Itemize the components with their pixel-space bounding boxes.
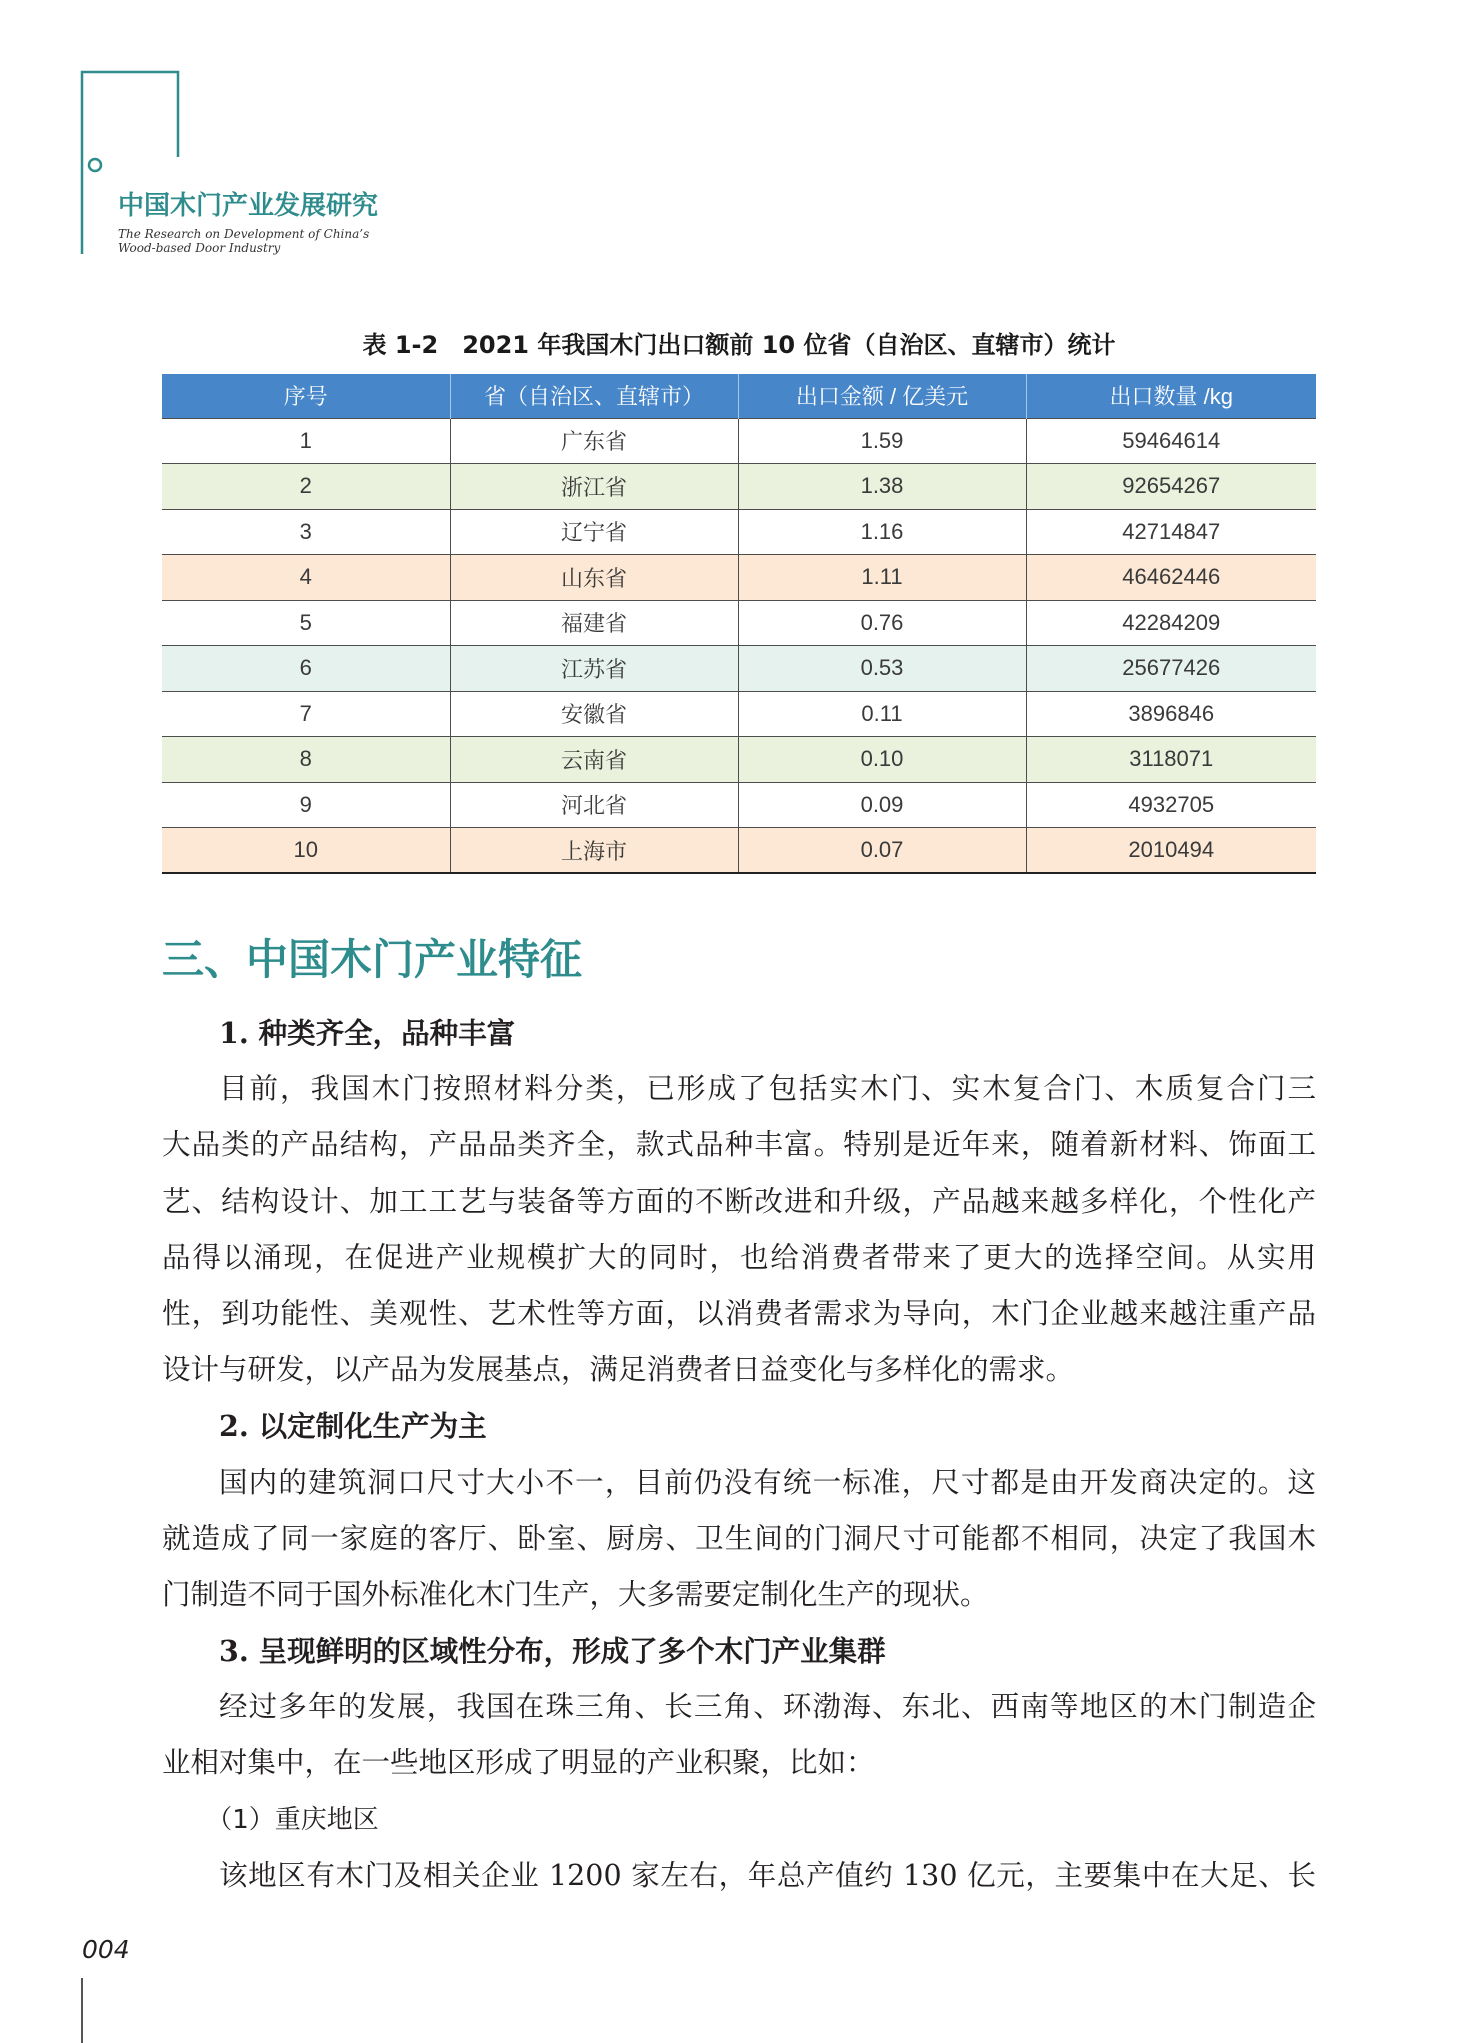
table-cell-province: 辽宁省 [450, 509, 738, 555]
table-cell-quantity: 59464614 [1026, 418, 1316, 464]
table-cell-no: 2 [162, 464, 450, 510]
table-cell-amount: 1.11 [738, 555, 1026, 601]
table-cell-amount: 1.38 [738, 464, 1026, 510]
table-cell-no: 4 [162, 555, 450, 601]
paragraph-line: 业相对集中，在一些地区形成了明显的产业积聚，比如： [162, 1746, 875, 1780]
table-row [162, 737, 1316, 783]
subsection-heading-1: 1. 种类齐全，品种丰富 [219, 1016, 516, 1050]
paragraph-line: 目前，我国木门按照材料分类，已形成了包括实木门、实木复合门、木质复合门三 [219, 1072, 1316, 1106]
table-row [162, 691, 1316, 737]
table-cell-no: 6 [162, 646, 450, 692]
export-table-body [162, 418, 1316, 873]
table-cell-province: 上海市 [450, 828, 738, 874]
table-cell-province: 福建省 [450, 600, 738, 646]
table-row [162, 418, 1316, 464]
table-row [162, 646, 1316, 692]
table-cell-quantity: 3118071 [1026, 737, 1316, 783]
table-cell-no: 7 [162, 691, 450, 737]
table-cell-no: 3 [162, 509, 450, 555]
table-cell-no: 5 [162, 600, 450, 646]
column-header-no: 序号 [162, 374, 450, 418]
paragraph-line: 艺、结构设计、加工工艺与装备等方面的不断改进和升级，产品越来越多样化，个性化产 [162, 1184, 1316, 1218]
running-header-subtitle-line2: Wood-based Door Industry [118, 241, 281, 255]
table-cell-amount: 1.59 [738, 418, 1026, 464]
region-heading-chongqing: （1）重庆地区 [206, 1804, 379, 1835]
body-text [162, 1005, 1316, 1904]
table-cell-amount: 1.16 [738, 509, 1026, 555]
table-caption: 表 1-2 2021 年我国木门出口额前 10 位省（自治区、直辖市）统计 [362, 331, 1116, 359]
table-cell-amount: 0.11 [738, 691, 1026, 737]
table-cell-amount: 0.10 [738, 737, 1026, 783]
paragraph-line: 设计与研发，以产品为发展基点，满足消费者日益变化与多样化的需求。 [162, 1353, 1075, 1387]
subsection-heading-2: 2. 以定制化生产为主 [219, 1409, 487, 1444]
paragraph-line: 经过多年的发展，我国在珠三角、长三角、环渤海、东北、西南等地区的木门制造企 [219, 1690, 1316, 1724]
running-header-title: 中国木门产业发展研究 [118, 191, 379, 221]
paragraph-line: 大品类的产品结构，产品品类齐全，款式品种丰富。特别是近年来，随着新材料、饰面工 [162, 1128, 1316, 1162]
table-cell-quantity: 4932705 [1026, 782, 1316, 828]
paragraph-line: 该地区有木门及相关企业 1200 家左右，年总产值约 130 亿元，主要集中在大足、长 [219, 1858, 1316, 1892]
table-cell-quantity: 46462446 [1026, 555, 1316, 601]
table-cell-province: 云南省 [450, 737, 738, 783]
table-cell-province: 江苏省 [450, 646, 738, 692]
table-row [162, 555, 1316, 601]
table-cell-province: 河北省 [450, 782, 738, 828]
table-cell-no: 1 [162, 418, 450, 464]
table-cell-province: 安徽省 [450, 691, 738, 737]
table-cell-province: 广东省 [450, 418, 738, 464]
table-row [162, 600, 1316, 646]
table-cell-amount: 0.76 [738, 600, 1026, 646]
table-cell-amount: 0.53 [738, 646, 1026, 692]
table-cell-quantity: 42714847 [1026, 509, 1316, 555]
table-cell-amount: 0.07 [738, 828, 1026, 874]
export-table-header [162, 374, 1316, 418]
table-cell-no: 9 [162, 782, 450, 828]
column-header-amount: 出口金额 / 亿美元 [738, 374, 1026, 418]
paragraph-line: 性，到功能性、美观性、艺术性等方面，以消费者需求为导向，木门企业越来越注重产品 [162, 1296, 1316, 1330]
subsection-heading-3: 3. 呈现鲜明的区域性分布，形成了多个木门产业集群 [219, 1634, 886, 1669]
column-header-quantity: 出口数量 /kg [1026, 374, 1316, 418]
column-header-province: 省（自治区、直辖市） [450, 374, 738, 418]
table-cell-quantity: 92654267 [1026, 464, 1316, 510]
section-title: 三、中国木门产业特征 [162, 935, 583, 984]
running-header-subtitle-line1: The Research on Development of China’s [118, 227, 370, 241]
table-cell-province: 山东省 [450, 555, 738, 601]
table-row [162, 828, 1316, 874]
table-cell-quantity: 2010494 [1026, 828, 1316, 874]
table-cell-no: 10 [162, 828, 450, 874]
table-row [162, 509, 1316, 555]
export-table [162, 374, 1316, 874]
paragraph-line: 国内的建筑洞口尺寸大小不一，目前仍没有统一标准，尺寸都是由开发商决定的。这 [219, 1465, 1316, 1499]
page-number: 004 [82, 1935, 130, 1964]
table-cell-province: 浙江省 [450, 464, 738, 510]
paragraph-line: 就造成了同一家庭的客厅、卧室、厨房、卫生间的门洞尺寸可能都不相同，决定了我国木 [162, 1521, 1316, 1555]
table-header-row [162, 374, 1316, 418]
paragraph-line: 门制造不同于国外标准化木门生产，大多需要定制化生产的现状。 [162, 1577, 989, 1611]
door-knob-icon [89, 159, 101, 171]
table-cell-amount: 0.09 [738, 782, 1026, 828]
table-row [162, 782, 1316, 828]
footer-rule [81, 1978, 83, 2043]
paragraph-line: 品得以涌现，在促进产业规模扩大的同时，也给消费者带来了更大的选择空间。从实用 [162, 1240, 1316, 1274]
table-cell-quantity: 3896846 [1026, 691, 1316, 737]
table-cell-no: 8 [162, 737, 450, 783]
table-cell-quantity: 42284209 [1026, 600, 1316, 646]
table-row [162, 464, 1316, 510]
table-cell-quantity: 25677426 [1026, 646, 1316, 692]
